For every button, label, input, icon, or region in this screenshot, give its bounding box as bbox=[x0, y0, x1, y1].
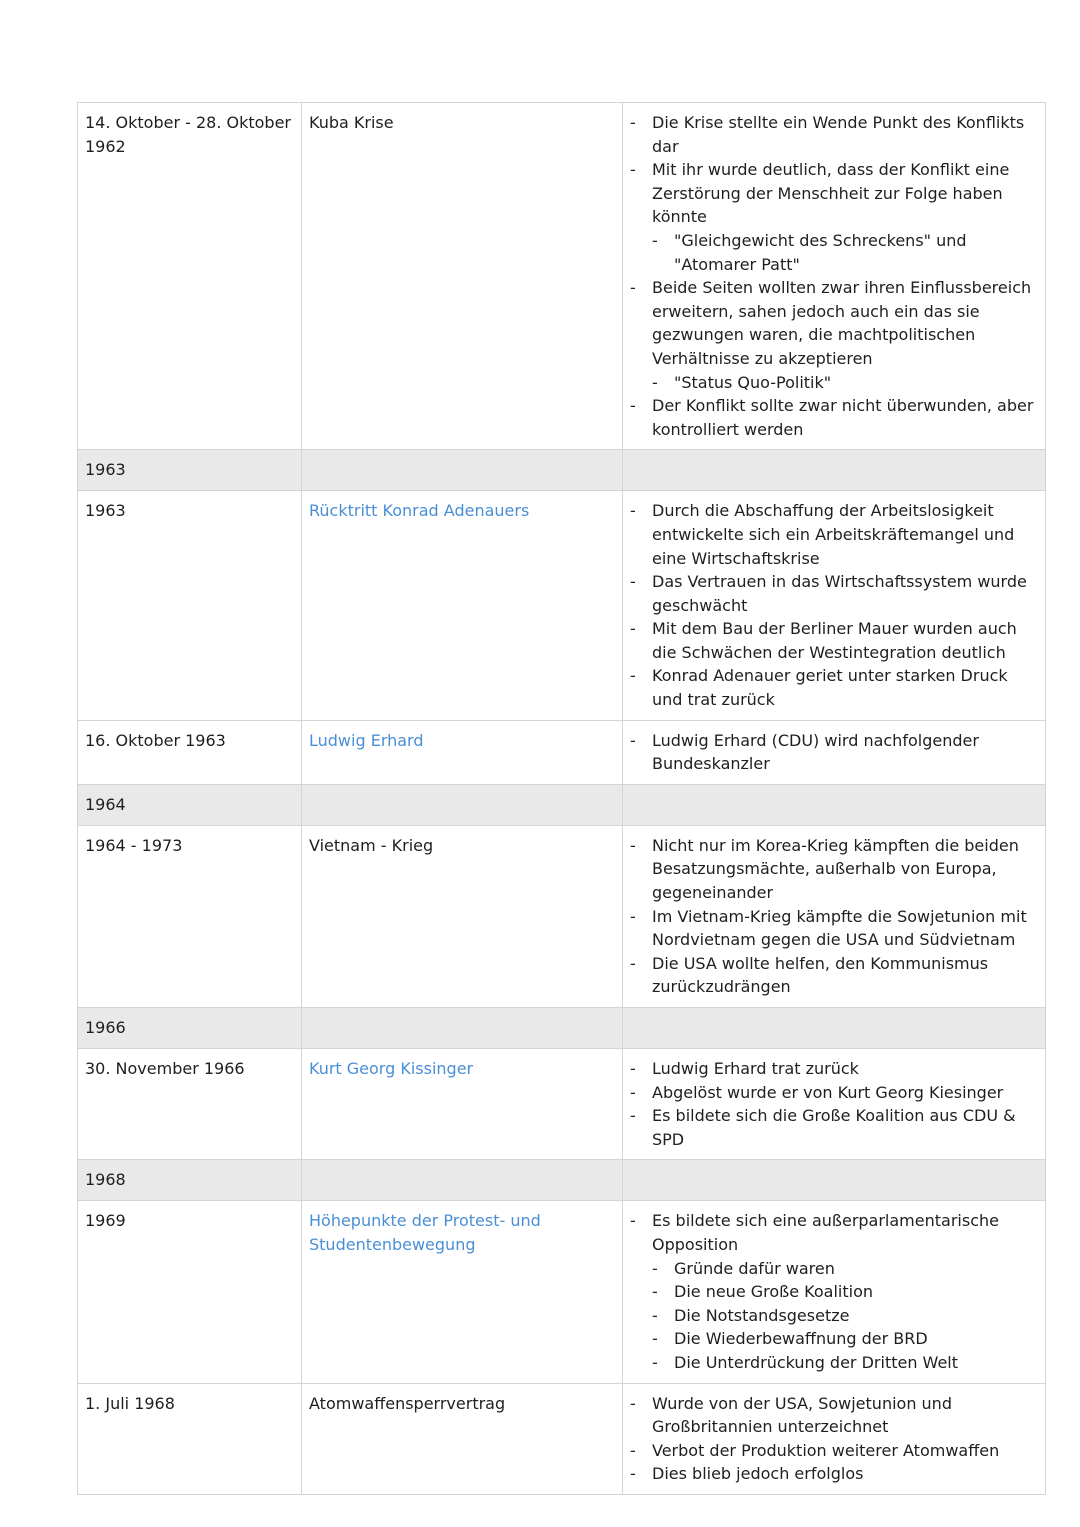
event-link[interactable]: Rücktritt Konrad Adenauers bbox=[309, 501, 530, 521]
table-row bbox=[78, 720, 1046, 784]
list-item bbox=[630, 1462, 1038, 1486]
empty-cell bbox=[623, 450, 1046, 491]
year-label: 1968 bbox=[78, 1160, 302, 1201]
sub-list-item: - Gründe dafür waren bbox=[652, 1257, 1038, 1281]
date-cell: 1963 bbox=[78, 491, 302, 720]
date-cell: 1969 bbox=[78, 1201, 302, 1383]
list-item bbox=[630, 499, 1038, 570]
empty-cell bbox=[623, 1160, 1046, 1201]
table-row bbox=[78, 103, 1046, 450]
table-row bbox=[78, 1049, 1046, 1160]
date-cell: 14. Oktober - 28. Oktober 1962 bbox=[78, 103, 302, 450]
sub-list-item: - "Status Quo-Politik" bbox=[652, 371, 1038, 395]
list-item bbox=[630, 158, 1038, 276]
notes-list bbox=[630, 1392, 1038, 1486]
empty-cell bbox=[623, 784, 1046, 825]
empty-cell bbox=[623, 1008, 1046, 1049]
event-title: Vietnam - Krieg bbox=[309, 835, 434, 855]
table-row bbox=[78, 1201, 1046, 1383]
list-item bbox=[630, 664, 1038, 711]
list-item bbox=[630, 570, 1038, 617]
list-item bbox=[630, 1392, 1038, 1439]
sub-list bbox=[652, 229, 1038, 276]
notes-cell bbox=[623, 720, 1046, 784]
point-text: Verbot der Produktion weiterer Atomwaffen bbox=[652, 1440, 1000, 1460]
event-cell bbox=[302, 825, 623, 1007]
list-item bbox=[630, 1081, 1038, 1105]
point-text: Dies blieb jedoch erfolglos bbox=[652, 1464, 864, 1484]
point-text: Konrad Adenauer geriet unter starken Druck und trat zurück bbox=[652, 666, 1008, 710]
sub-list-item: - Die Wiederbewaffnung der BRD bbox=[652, 1327, 1038, 1351]
event-cell bbox=[302, 720, 623, 784]
year-row bbox=[78, 1008, 1046, 1049]
notes-cell bbox=[623, 103, 1046, 450]
notes-cell bbox=[623, 825, 1046, 1007]
list-item bbox=[630, 834, 1038, 905]
notes-list bbox=[630, 834, 1038, 999]
event-cell bbox=[302, 491, 623, 720]
notes-cell bbox=[623, 1383, 1046, 1494]
timeline-body bbox=[78, 103, 1046, 1495]
date-cell: 16. Oktober 1963 bbox=[78, 720, 302, 784]
year-label: 1963 bbox=[78, 450, 302, 491]
notes-list bbox=[630, 1057, 1038, 1151]
list-item bbox=[630, 1439, 1038, 1463]
point-text: Wurde von der USA, Sowjetunion und Großbritannien unterzeichnet bbox=[652, 1393, 952, 1437]
event-title: Kuba Krise bbox=[309, 113, 394, 132]
date-cell: 1. Juli 1968 bbox=[78, 1383, 302, 1494]
point-text: Ludwig Erhard trat zurück bbox=[652, 1059, 859, 1078]
date-cell: 30. November 1966 bbox=[78, 1049, 302, 1160]
empty-cell bbox=[302, 1008, 623, 1049]
point-text: Abgelöst wurde er von Kurt Georg Kiesinger bbox=[652, 1082, 1004, 1102]
notes-list bbox=[630, 729, 1038, 776]
event-cell bbox=[302, 1383, 623, 1494]
sub-list-item: - Die Unterdrückung der Dritten Welt bbox=[652, 1351, 1038, 1375]
year-row bbox=[78, 450, 1046, 491]
empty-cell bbox=[302, 1160, 623, 1201]
point-text: Es bildete sich die Große Koalition aus CDU & SPD bbox=[652, 1106, 1016, 1149]
event-cell bbox=[302, 1049, 623, 1160]
notes-cell bbox=[623, 1201, 1046, 1383]
notes-list bbox=[630, 1209, 1038, 1374]
list-item bbox=[630, 111, 1038, 158]
point-text: Nicht nur im Korea-Krieg kämpften die beiden Besatzungsmächte, außerhalb von Europa, gegeneinander bbox=[652, 835, 1019, 903]
event-title: Atomwaffensperrvertrag bbox=[309, 1393, 506, 1413]
event-cell bbox=[302, 103, 623, 450]
point-text: Die Krise stellte ein Wende Punkt des Konflikts dar bbox=[652, 113, 1025, 156]
point-text: Der Konflikt sollte zwar nicht überwunden, aber kontrolliert werden bbox=[652, 396, 1034, 439]
notes-list bbox=[630, 499, 1038, 711]
empty-cell bbox=[302, 784, 623, 825]
event-link[interactable]: Ludwig Erhard bbox=[309, 730, 424, 750]
year-row bbox=[78, 1160, 1046, 1201]
table-row bbox=[78, 825, 1046, 1007]
point-text: Im Vietnam-Krieg kämpfte die Sowjetunion mit Nordvietnam gegen die USA und Südvietnam bbox=[652, 906, 1027, 950]
point-text: Durch die Abschaffung der Arbeitslosigkeit entwickelte sich ein Arbeitskräftemangel und eine Wirtschaftskrise bbox=[652, 501, 1015, 568]
sub-list bbox=[652, 371, 1038, 395]
event-cell bbox=[302, 1201, 623, 1383]
point-text: Die USA wollte helfen, den Kommunismus zurückzudrängen bbox=[652, 953, 989, 997]
point-text: Mit dem Bau der Berliner Mauer wurden auch die Schwächen der Westintegration deutlich bbox=[652, 619, 1017, 662]
year-row bbox=[78, 784, 1046, 825]
point-text: Mit ihr wurde deutlich, dass der Konflikt eine Zerstörung der Menschheit zur Folge haben könnte bbox=[652, 160, 1010, 227]
list-item bbox=[630, 1104, 1038, 1151]
notes-cell bbox=[623, 491, 1046, 720]
point-text: Das Vertrauen in das Wirtschaftssystem wurde geschwächt bbox=[652, 572, 1027, 615]
notes-list bbox=[630, 111, 1038, 441]
year-label: 1964 bbox=[78, 784, 302, 825]
sub-list-item: - Die Notstandsgesetze bbox=[652, 1304, 1038, 1328]
date-cell: 1964 - 1973 bbox=[78, 825, 302, 1007]
list-item bbox=[630, 1209, 1038, 1374]
list-item bbox=[630, 1057, 1038, 1081]
point-text: Beide Seiten wollten zwar ihren Einflussbereich erweitern, sahen jedoch auch ein das sie gezwungen waren, die machtpolitischen Verhältnisse zu akzeptieren bbox=[652, 278, 1032, 368]
point-text: Es bildete sich eine außerparlamentarische Opposition bbox=[652, 1211, 999, 1254]
event-link[interactable]: Höhepunkte der Protest- und Studentenbewegung bbox=[309, 1211, 541, 1254]
table-row bbox=[78, 1383, 1046, 1494]
list-item bbox=[630, 729, 1038, 776]
list-item bbox=[630, 905, 1038, 952]
sub-list-item: - Die neue Große Koalition bbox=[652, 1280, 1038, 1304]
list-item bbox=[630, 276, 1038, 394]
event-link[interactable]: Kurt Georg Kissinger bbox=[309, 1059, 474, 1078]
list-item bbox=[630, 394, 1038, 441]
point-text: Ludwig Erhard (CDU) wird nachfolgender Bundeskanzler bbox=[652, 730, 979, 774]
table-row bbox=[78, 491, 1046, 720]
sub-list bbox=[652, 1257, 1038, 1375]
list-item bbox=[630, 952, 1038, 999]
notes-cell bbox=[623, 1049, 1046, 1160]
year-label: 1966 bbox=[78, 1008, 302, 1049]
empty-cell bbox=[302, 450, 623, 491]
list-item bbox=[630, 617, 1038, 664]
timeline-table bbox=[77, 102, 1046, 1495]
sub-list-item: - "Gleichgewicht des Schreckens" und "Atomarer Patt" bbox=[652, 229, 1038, 276]
